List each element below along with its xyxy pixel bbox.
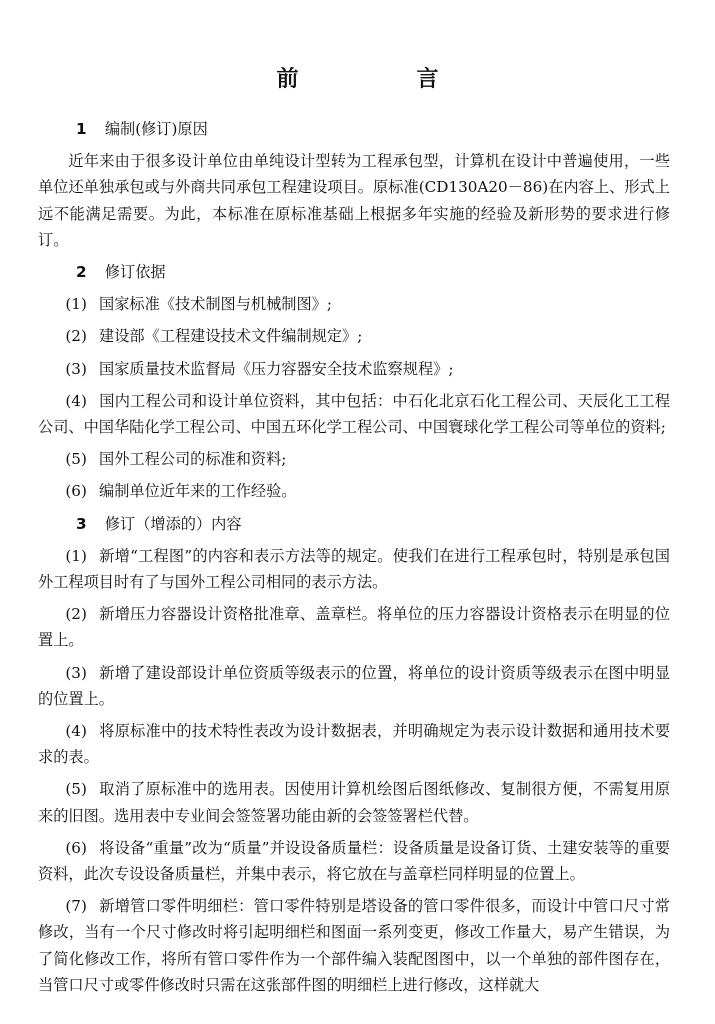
item-number: (6) <box>65 482 87 501</box>
item-number: (6) <box>65 838 87 857</box>
item-number: (7) <box>65 897 87 916</box>
section-heading-1 <box>38 116 670 142</box>
item-text: 国家标准《技术制图与机械制图》; <box>99 295 332 314</box>
list-item <box>38 601 670 653</box>
body-text <box>38 116 670 1004</box>
list-item <box>38 446 670 472</box>
section-number: 2 <box>76 263 87 282</box>
list-item <box>38 660 670 712</box>
item-number: (1) <box>65 546 87 565</box>
item-text: 新增“工程图”的内容和表示方法等的规定。使我们在进行工程承包时，特别是承包国外工程项目时有了与国外工程公司相同的表示方法。 <box>38 546 670 592</box>
item-number: (3) <box>65 663 87 682</box>
item-number: (5) <box>65 450 87 469</box>
item-text: 国外工程公司的标准和资料; <box>99 450 287 469</box>
item-number: (3) <box>65 359 87 378</box>
section-heading-3 <box>38 511 670 537</box>
section-title: 修订（增添的）内容 <box>104 514 242 533</box>
item-text: 新增了建设部设计单位资质等级表示的位置，将单位的设计资质等级表示在图中明显的位置上。 <box>38 663 670 708</box>
item-text: 新增管口零件明细栏：管口零件特别是塔设备的管口零件很多，而设计中管口尺寸常修改，当有一个尺寸修改时将引起明细栏和图面一系列变更，修改工作量大，易产生错误，为了简化修改工作，将所有管口零件作为一个部件编入装配图图中，以一个单独的部件图存在，当管口尺寸或零件修改时只需在这张部件图的明细栏上进行修改，这样就大 <box>38 897 670 994</box>
item-number: (5) <box>65 780 87 799</box>
item-number: (4) <box>65 391 87 410</box>
item-number: (4) <box>65 722 87 741</box>
list-item <box>38 776 670 828</box>
list-item <box>38 835 670 887</box>
section-heading-2 <box>38 259 670 285</box>
page-title: 前 言 <box>276 67 487 92</box>
item-text: 取消了原标准中的选用表。因使用计算机绘图后图纸修改、复制很方便，不需复用原来的旧图。选用表中专业间会签签署功能由新的会签签署栏代替。 <box>38 780 670 825</box>
section-number: 3 <box>76 514 87 533</box>
section-1-paragraph: 近年来由于很多设计单位由单纯设计型转为工程承包型，计算机在设计中普遍使用，一些单位还单独承包或与外商共同承包工程建设项目。原标准(CD130A20－86)在内容上、形式上远不能满足需要。为此，本标准在原标准基础上根据多年实施的经验及新形势的要求进行修订。 <box>38 152 670 249</box>
item-text: 将原标准中的技术特性表改为设计数据表，并明确规定为表示设计数据和通用技术要求的表。 <box>38 722 670 767</box>
item-text: 国家质量技术监督局《压力容器安全技术监察规程》; <box>99 359 454 378</box>
list-item <box>38 893 670 998</box>
item-text: 编制单位近年来的工作经验。 <box>99 482 297 501</box>
list-item <box>38 543 670 595</box>
list-item <box>38 718 670 770</box>
list-item <box>38 323 670 349</box>
item-number: (2) <box>65 605 87 624</box>
list-item <box>38 478 670 504</box>
section-number: 1 <box>76 120 87 138</box>
item-number: (1) <box>65 295 87 314</box>
item-text: 建设部《工程建设技术文件编制规定》; <box>99 327 363 346</box>
section-title: 编制(修订)原因 <box>104 120 208 138</box>
item-text: 将设备“重量”改为“质量”并设设备质量栏：设备质量是设备订货、土建安装等的重要资料，此次专设设备质量栏，并集中表示，将它放在与盖章栏同样明显的位置上。 <box>38 838 670 884</box>
list-item <box>38 388 670 440</box>
list-item <box>38 356 670 382</box>
item-number: (2) <box>65 327 87 346</box>
list-item <box>38 291 670 317</box>
section-title: 修订依据 <box>104 263 166 282</box>
item-text: 新增压力容器设计资格批准章、盖章栏。将单位的压力容器设计资格表示在明显的位置上。 <box>38 605 670 650</box>
item-text: 国内工程公司和设计单位资料，其中包括：中石化北京石化工程公司、天辰化工工程公司、中国华陆化学工程公司、中国五环化学工程公司、中国寰球化学工程公司等单位的资料; <box>38 391 670 437</box>
